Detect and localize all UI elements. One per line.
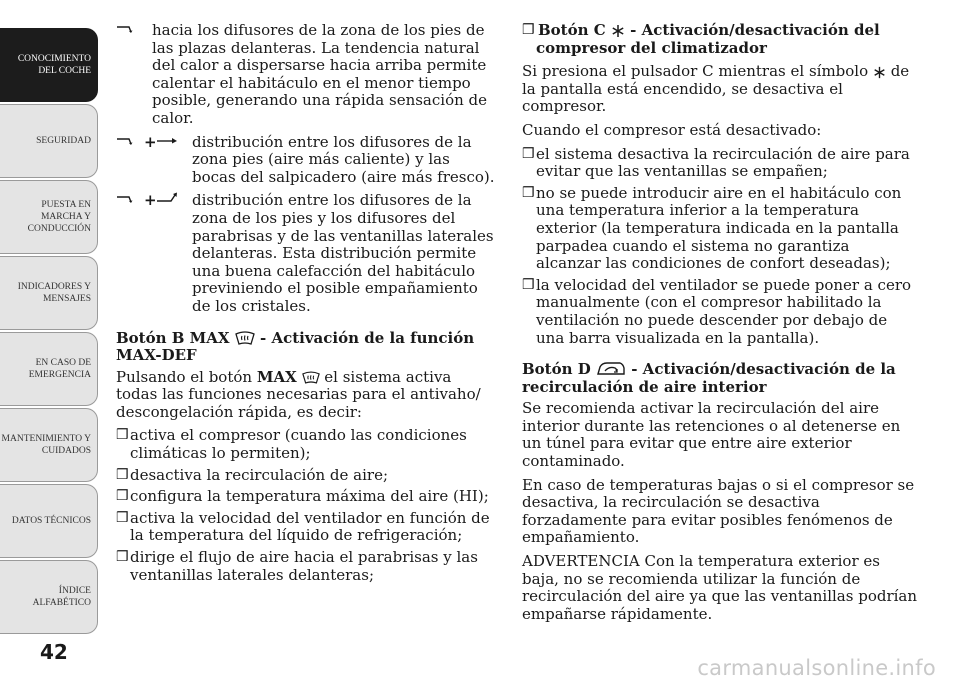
tab-seguridad[interactable]	[0, 104, 98, 178]
checkbox-bullet-icon: ❒	[522, 276, 535, 293]
airflow-arrow-icon	[116, 136, 134, 146]
tab-datos-tecnicos[interactable]	[0, 484, 98, 558]
tab-label: INDICADORES Y MENSAJES	[17, 282, 91, 304]
compressor-paragraph-end: de la pantalla está encendido, se desactiva el compresor.	[522, 62, 910, 116]
list-item	[116, 427, 496, 462]
maxdef-intro-start: Pulsando el botón	[116, 367, 253, 386]
list-item	[116, 467, 496, 485]
recirculation-heading-title: - Activación/desactivación de la recirculación de aire interior	[522, 360, 896, 396]
tab-label: MANTENIMIENTO Y CUIDADOS	[1, 434, 91, 456]
airflow-feet-dashboard-symbol	[116, 134, 192, 152]
checkbox-bullet-icon: ❒	[522, 145, 535, 162]
max-label: MAX	[256, 367, 297, 386]
list-item-text: el sistema desactiva la recirculación de aire para evitar que las ventanillas se empañen;	[536, 144, 910, 181]
airflow-feet-windscreen-item	[116, 192, 496, 315]
list-item-text: activa el compresor (cuando las condiciones climáticas lo permiten);	[130, 426, 467, 463]
compressor-heading-title: - Activación/desactivación del compresor del climatizador	[536, 21, 880, 57]
list-item-text: desactiva la recirculación de aire;	[130, 465, 389, 484]
windscreen-defrost-icon	[302, 370, 320, 385]
list-item	[522, 185, 918, 273]
airflow-feet-dashboard-text: distribución entre los difusores de la zona pies (aire más caliente) y las bocas del salpicadero (aire más fresco).	[192, 132, 495, 186]
compressor-paragraph-start: Si presiona el pulsador C mientras el símbolo	[522, 62, 869, 81]
list-item-text: no se puede introducir aire en el habitáculo con una temperatura inferior a la temperatura exterior (la temperatura indicada en la pantalla parpadea cuando el sistema no garantiza alcanzar las condiciones de confort deseadas);	[536, 183, 902, 273]
tab-puesta-en-marcha[interactable]	[0, 180, 98, 254]
airflow-windscreen-arrow-icon	[156, 192, 178, 204]
list-item-text: configura la temperatura máxima del aire (HI);	[130, 487, 489, 506]
warning-paragraph: ADVERTENCIA Con la temperatura exterior es baja, no se recomienda utilizar la función de recirculación del aire ya que las ventanillas podrían empañarse rápidamente.	[522, 552, 918, 623]
compressor-off-intro: Cuando el compresor está desactivado:	[522, 120, 822, 139]
tab-label: ÍNDICE ALFABÉTICO	[32, 586, 91, 608]
checkbox-bullet-icon: ❒	[116, 549, 129, 566]
list-item	[116, 549, 496, 584]
windscreen-defrost-icon	[235, 330, 255, 346]
checkbox-bullet-icon: ❒	[116, 509, 129, 526]
airflow-feet-dashboard-item	[116, 134, 496, 187]
list-item-text: la velocidad del ventilador se puede poner a cero manualmente (con el compresor habilitado la ventilación no puede descender por debajo de una barra visualizada en la pantalla).	[536, 275, 912, 347]
page-number: 42	[40, 640, 68, 664]
airflow-feet-text: hacia los difusores de la zona de los pies de las plazas delanteras. La tendencia natural del calor a dispersarse hacia arriba permite calentar el habitáculo en el menor tiempo posible, generando una rápida sensación de calor.	[152, 21, 488, 127]
recirculation-icon	[596, 361, 626, 377]
maxdef-heading-title: - Activación de la función MAX-DEF	[116, 328, 475, 365]
recirculation-paragraph-1: Se recomienda activar la recirculación del aire interior durante las retenciones o al detenerse en un túnel para evitar que entre aire exterior contaminado.	[522, 399, 901, 471]
tab-conocimiento-del-coche[interactable]	[0, 28, 98, 102]
checkbox-bullet-icon: ❒	[116, 466, 129, 483]
recirculation-heading	[522, 361, 918, 396]
list-item	[522, 277, 918, 347]
snowflake-icon	[873, 66, 886, 79]
recirculation-heading-label: Botón D	[522, 360, 591, 379]
airflow-feet-item	[116, 22, 496, 128]
recirculation-paragraph-2: En caso de temperaturas bajas o si el compresor se desactiva, la recirculación se desactiva forzadamente para evitar posibles fenómenos de empañamiento.	[522, 475, 915, 547]
airflow-arrow-icon	[116, 194, 134, 204]
tab-label: CONOCIMIENTO DEL COCHE	[17, 54, 91, 76]
left-column	[116, 22, 496, 588]
checkbox-bullet-icon: ❒	[116, 488, 129, 505]
tab-label: EN CASO DE EMERGENCIA	[28, 358, 91, 380]
tab-mantenimiento[interactable]	[0, 408, 98, 482]
plus-sign: +	[144, 191, 157, 210]
list-item	[116, 488, 496, 506]
airflow-feet-symbol	[116, 22, 152, 40]
airflow-feet-windscreen-text: distribución entre los difusores de la zona de los pies y los difusores del parabrisas y de las ventanillas laterales delanteras. Esta distribución permite una buena calefacción del habitáculo previniendo el posible empañamiento de los cristales.	[192, 191, 494, 315]
tab-label: DATOS TÉCNICOS	[11, 516, 91, 526]
checkbox-bullet-icon: ❒	[522, 22, 535, 38]
maxdef-heading-label: Botón B MAX	[116, 328, 230, 347]
compressor-paragraph	[522, 63, 918, 116]
airflow-dashboard-arrow-icon	[156, 135, 178, 145]
snowflake-icon	[611, 24, 625, 38]
maxdef-intro-end: el sistema activa todas las funciones necesarias para el antivaho/ descongelación rápida, es decir:	[116, 367, 481, 421]
checkbox-bullet-icon: ❒	[522, 184, 535, 201]
compressor-heading-row	[522, 22, 918, 57]
compressor-heading	[536, 21, 880, 57]
list-item-text: activa la velocidad del ventilador en función de la temperatura del líquido de refrigeración;	[130, 508, 490, 545]
tab-label: PUESTA EN MARCHA Y CONDUCCIÓN	[27, 200, 91, 234]
tab-indicadores[interactable]	[0, 256, 98, 330]
checkbox-bullet-icon: ❒	[116, 427, 129, 444]
airflow-feet-windscreen-symbol	[116, 192, 192, 210]
list-item	[522, 146, 918, 181]
maxdef-intro	[116, 369, 496, 422]
tab-label: SEGURIDAD	[36, 136, 91, 146]
list-item	[116, 510, 496, 545]
watermark: carmanualsonline.info	[697, 656, 936, 680]
plus-sign: +	[144, 132, 157, 151]
tab-indice-alfabetico[interactable]	[0, 560, 98, 634]
list-item-text: dirige el flujo de aire hacia el parabrisas y las ventanillas laterales delanteras;	[130, 548, 478, 584]
tab-emergencia[interactable]	[0, 332, 98, 406]
maxdef-heading	[116, 330, 496, 365]
airflow-arrow-icon	[116, 24, 134, 34]
compressor-heading-label: Botón C	[538, 21, 606, 39]
right-column	[522, 22, 918, 629]
